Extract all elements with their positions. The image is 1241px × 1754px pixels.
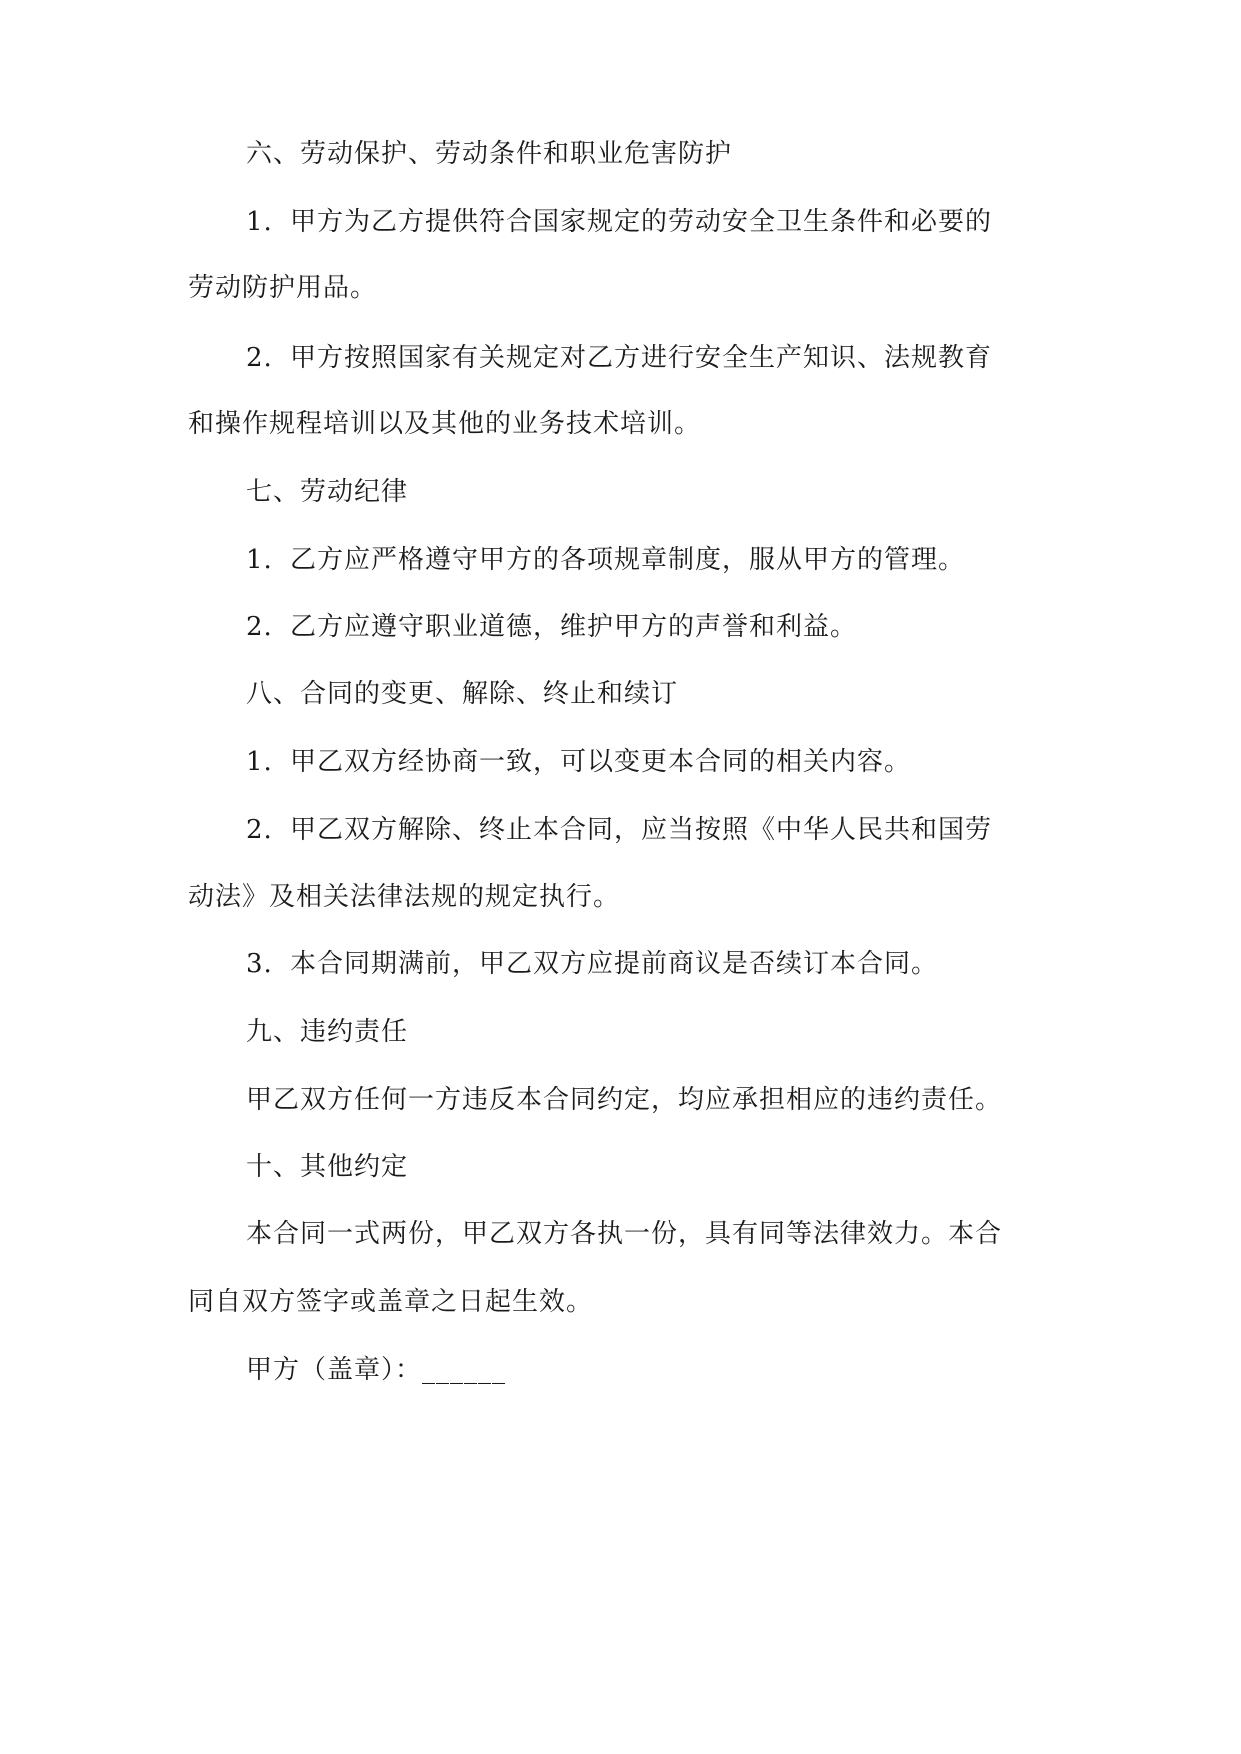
- item-number: 2.: [246, 612, 273, 642]
- section-body-10: 本合同一式两份，甲乙双方各执一份，具有同等法律效力。本合: [246, 1219, 1003, 1249]
- list-item-8-2: [246, 810, 992, 850]
- item-text: 甲方为乙方提供符合国家规定的劳动安全卫生条件和必要的: [290, 207, 993, 237]
- item-number: 1.: [246, 207, 273, 237]
- section-heading-9: 九、违约责任: [246, 1017, 409, 1047]
- list-item-6-1-continuation: 劳动防护用品。: [188, 273, 378, 303]
- list-item-7-2: [246, 607, 857, 647]
- signature-blank: ______: [422, 1355, 507, 1385]
- item-number: 2.: [246, 815, 273, 845]
- list-item-6-1: [246, 202, 992, 242]
- item-number: 1.: [246, 747, 273, 777]
- item-text: 乙方应严格遵守甲方的各项规章制度，服从甲方的管理。: [290, 545, 966, 575]
- list-item-8-2-continuation: 动法》及相关法律法规的规定执行。: [188, 882, 621, 912]
- item-text: 甲乙双方经协商一致，可以变更本合同的相关内容。: [290, 747, 912, 777]
- item-text: 甲乙双方解除、终止本合同，应当按照《中华人民共和国劳: [290, 815, 993, 845]
- section-body-9: 甲乙双方任何一方违反本合同约定，均应承担相应的违约责任。: [246, 1085, 1003, 1115]
- item-text: 乙方应遵守职业道德，维护甲方的声誉和利益。: [290, 612, 858, 642]
- item-number: 1.: [246, 545, 273, 575]
- section-heading-6: 六、劳动保护、劳动条件和职业危害防护: [246, 139, 733, 169]
- section-heading-8: 八、合同的变更、解除、终止和续订: [246, 679, 679, 709]
- list-item-6-2: [246, 338, 992, 378]
- item-number: 3.: [246, 949, 273, 979]
- list-item-7-1: [246, 540, 965, 580]
- list-item-8-1: [246, 742, 911, 782]
- item-text: 甲方按照国家有关规定对乙方进行安全生产知识、法规教育: [290, 343, 993, 373]
- list-item-6-2-continuation: 和操作规程培训以及其他的业务技术培训。: [188, 409, 702, 439]
- item-number: 2.: [246, 343, 273, 373]
- list-item-8-3: [246, 944, 938, 984]
- section-heading-10: 十、其他约定: [246, 1152, 409, 1182]
- signature-line-party-a: [246, 1350, 506, 1390]
- section-body-10-continuation: 同自双方签字或盖章之日起生效。: [188, 1287, 594, 1317]
- item-text: 本合同期满前，甲乙双方应提前商议是否续订本合同。: [290, 949, 939, 979]
- signature-label: 甲方（盖章）：: [246, 1355, 423, 1385]
- section-heading-7: 七、劳动纪律: [246, 477, 409, 507]
